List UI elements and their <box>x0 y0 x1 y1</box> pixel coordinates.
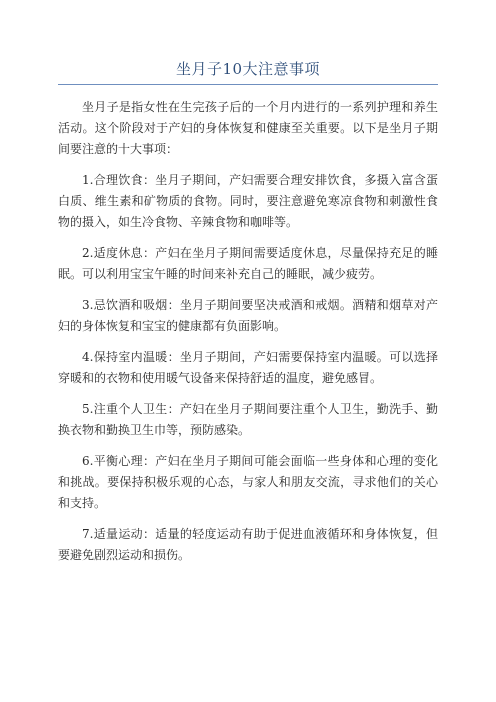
list-item: 4.保持室内温暖：坐月子期间，产妇需要保持室内温暖。可以选择穿暖和的衣物和使用暖气设备来保持舒适的温度，避免感冒。 <box>58 350 438 385</box>
list-item: 3.忌饮酒和吸烟：坐月子期间要坚决戒酒和戒烟。酒精和烟草对产妇的身体恢复和宝宝的健康都有负面影响。 <box>58 298 438 333</box>
list-item: 5.注重个人卫生：产妇在坐月子期间要注重个人卫生，勤洗手、勤换衣物和勤换卫生巾等，预防感染。 <box>58 402 438 437</box>
intro-paragraph: 坐月子是指女性在生完孩子后的一个月内进行的一系列护理和养生活动。这个阶段对于产妇的身体恢复和健康至关重要。以下是坐月子期间要注意的十大事项： <box>58 100 438 156</box>
title-divider <box>58 84 438 85</box>
list-item: 2.适度休息：产妇在坐月子期间需要适度休息，尽量保持充足的睡眠。可以利用宝宝午睡的时间来补充自己的睡眠，减少疲劳。 <box>58 246 438 281</box>
list-item: 1.合理饮食：坐月子期间，产妇需要合理安排饮食，多摄入富含蛋白质、维生素和矿物质的食物。同时，要注意避免寒凉食物和刺激性食物的摄入，如生冷食物、辛辣食物和咖啡等。 <box>58 173 438 229</box>
document-title: 坐月子10大注意事项 <box>175 60 321 78</box>
list-item: 7.适量运动：适量的轻度运动有助于促进血液循环和身体恢复，但要避免剧烈运动和损伤。 <box>58 527 438 562</box>
list-item: 6.平衡心理：产妇在坐月子期间可能会面临一些身体和心理的变化和挑战。要保持积极乐观的心态，与家人和朋友交流，寻求他们的关心和支持。 <box>58 454 438 510</box>
